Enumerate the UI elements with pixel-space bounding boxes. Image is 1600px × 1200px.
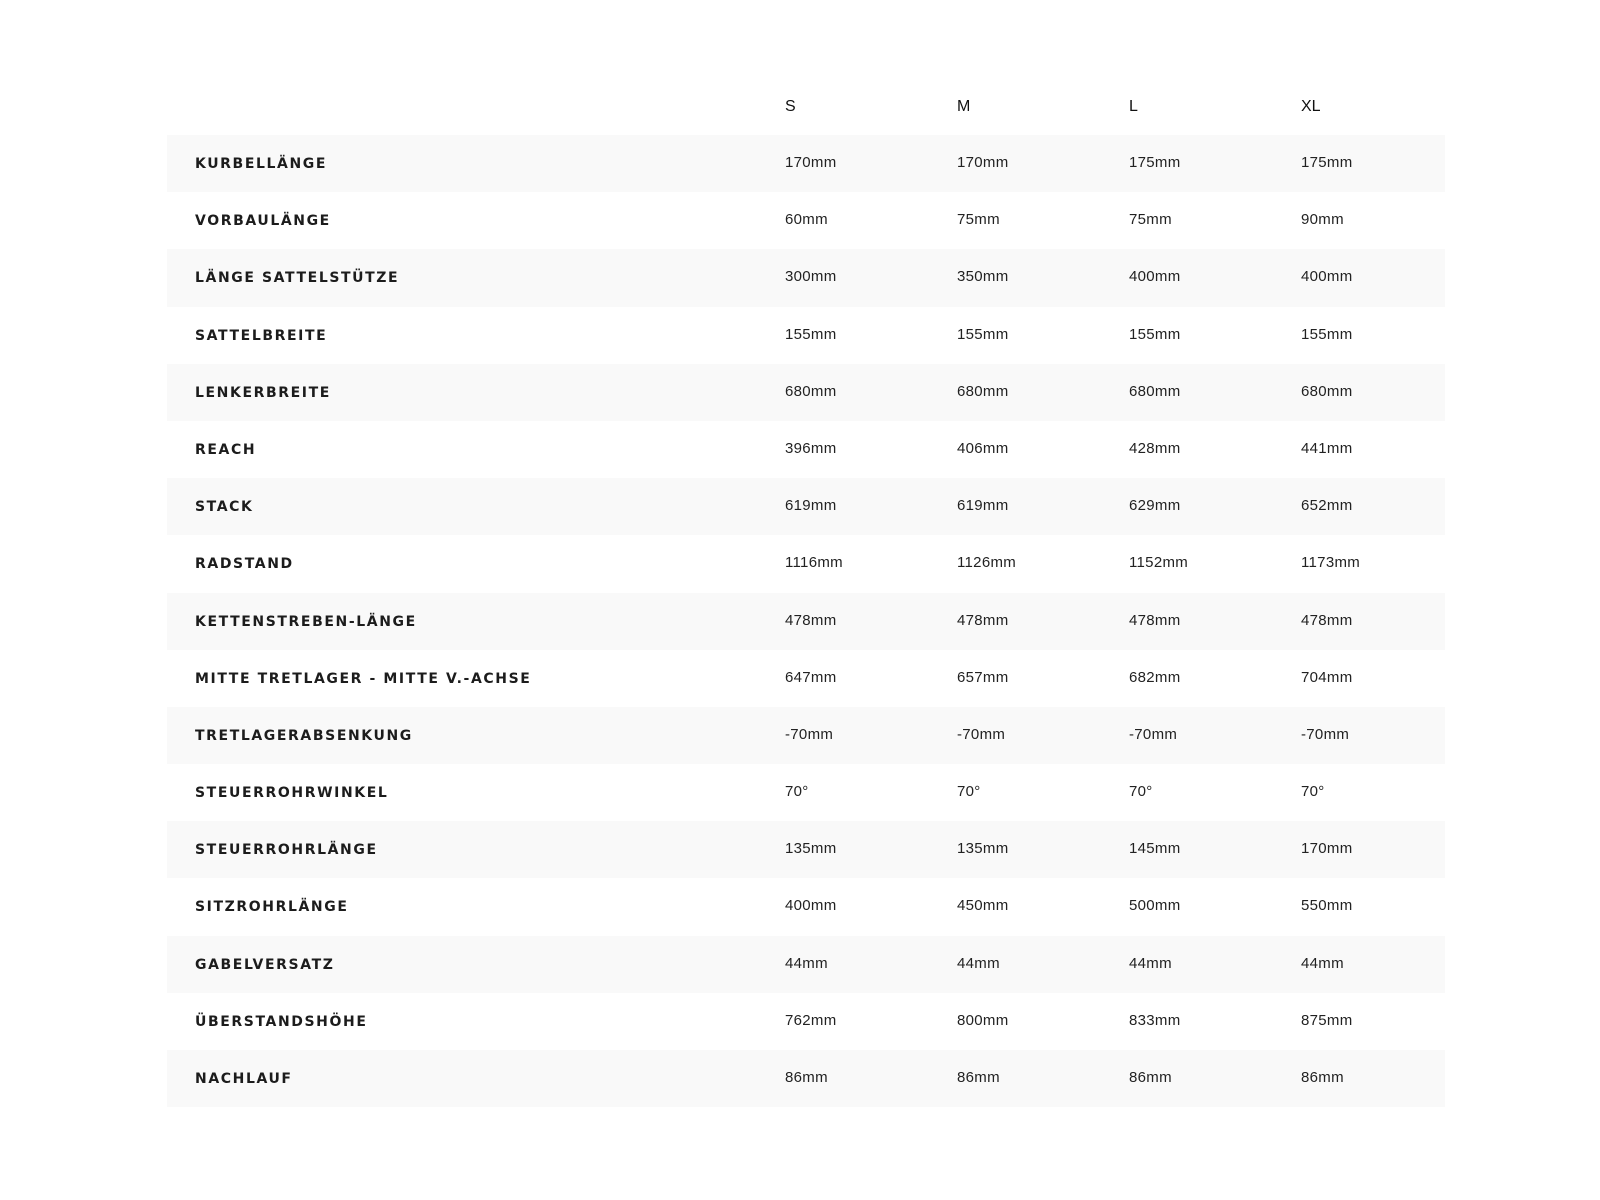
cell-value: 1126mm — [957, 554, 1017, 572]
table-row — [167, 650, 1445, 707]
cell-value: 441mm — [1301, 439, 1353, 457]
size-header-xl: XL — [1301, 98, 1321, 115]
cell-value: 170mm — [957, 154, 1009, 171]
cell-value: 682mm — [1129, 668, 1181, 686]
table-row — [167, 421, 1445, 478]
cell-value: 875mm — [1301, 1011, 1353, 1029]
row-label: RADSTAND — [195, 556, 294, 573]
cell-value: 86mm — [1129, 1069, 1172, 1086]
cell-value: 1173mm — [1301, 554, 1361, 572]
cell-value: -70mm — [785, 725, 834, 743]
cell-value: 155mm — [1129, 325, 1181, 343]
cell-value: 428mm — [1129, 439, 1181, 457]
cell-value: 762mm — [785, 1011, 837, 1029]
row-label: REACH — [195, 441, 257, 458]
cell-value: 704mm — [1301, 668, 1353, 686]
row-label: SATTELBREITE — [195, 327, 328, 344]
cell-value: 680mm — [957, 382, 1009, 400]
table-row — [167, 1050, 1445, 1107]
row-label: KETTENSTREBEN-LÄNGE — [195, 613, 417, 630]
cell-value: 396mm — [785, 439, 837, 457]
table-row — [167, 135, 1445, 192]
cell-value: 619mm — [785, 497, 837, 515]
cell-value: 70° — [785, 783, 809, 801]
cell-value: -70mm — [957, 725, 1006, 743]
row-label: LÄNGE SATTELSTÜTZE — [195, 270, 400, 287]
cell-value: 350mm — [957, 268, 1009, 286]
cell-value: 680mm — [1301, 382, 1353, 400]
table-body — [167, 135, 1445, 1107]
table-row — [167, 478, 1445, 535]
cell-value: 155mm — [785, 325, 837, 343]
geometry-table — [167, 80, 1445, 1107]
cell-value: 44mm — [1129, 954, 1172, 972]
cell-value: 300mm — [785, 268, 837, 286]
table-row — [167, 249, 1445, 306]
cell-value: 619mm — [957, 497, 1009, 515]
cell-value: 70° — [1301, 783, 1325, 801]
cell-value: 60mm — [785, 211, 828, 229]
cell-value: 400mm — [1129, 268, 1181, 286]
table-row — [167, 993, 1445, 1050]
cell-value: 86mm — [957, 1069, 1000, 1086]
cell-value: 44mm — [785, 954, 828, 972]
cell-value: 800mm — [957, 1011, 1009, 1029]
cell-value: 680mm — [1129, 382, 1181, 400]
cell-value: 155mm — [1301, 325, 1353, 343]
cell-value: 75mm — [957, 211, 1000, 229]
cell-value: 1152mm — [1129, 554, 1189, 572]
table-row — [167, 307, 1445, 364]
cell-value: -70mm — [1301, 725, 1350, 743]
row-label: STEUERROHRLÄNGE — [195, 842, 378, 859]
cell-value: 155mm — [957, 325, 1009, 343]
row-label: MITTE TRETLAGER - MITTE V.-ACHSE — [195, 670, 532, 687]
row-label: STEUERROHRWINKEL — [195, 785, 389, 802]
cell-value: 652mm — [1301, 497, 1353, 515]
cell-value: 175mm — [1129, 154, 1181, 171]
cell-value: 629mm — [1129, 497, 1181, 515]
cell-value: 145mm — [1129, 840, 1181, 858]
row-label: TRETLAGERABSENKUNG — [195, 727, 413, 744]
row-label: SITZROHRLÄNGE — [195, 899, 349, 916]
row-label: STACK — [195, 499, 254, 516]
row-label: LENKERBREITE — [195, 384, 331, 401]
table-row — [167, 878, 1445, 935]
size-header-m: M — [957, 98, 971, 115]
cell-value: 135mm — [785, 840, 837, 858]
cell-value: 478mm — [1301, 611, 1353, 629]
size-header-row — [167, 80, 1445, 135]
table-row — [167, 593, 1445, 650]
row-label: KURBELLÄNGE — [195, 156, 328, 172]
cell-value: 44mm — [957, 954, 1000, 972]
cell-value: 70° — [957, 783, 981, 801]
cell-value: 450mm — [957, 897, 1009, 915]
cell-value: 833mm — [1129, 1011, 1181, 1029]
cell-value: 400mm — [1301, 268, 1353, 286]
row-label: ÜBERSTANDSHÖHE — [195, 1013, 368, 1030]
table-row — [167, 764, 1445, 821]
cell-value: 478mm — [785, 611, 837, 629]
cell-value: 550mm — [1301, 897, 1353, 915]
cell-value: 1116mm — [785, 554, 843, 572]
cell-value: 647mm — [785, 668, 837, 686]
cell-value: 170mm — [785, 154, 837, 171]
size-header-l: L — [1129, 98, 1138, 115]
cell-value: 170mm — [1301, 840, 1353, 858]
table-row — [167, 192, 1445, 249]
table-row — [167, 707, 1445, 764]
size-header-s: S — [785, 98, 796, 115]
cell-value: -70mm — [1129, 725, 1178, 743]
cell-value: 86mm — [1301, 1069, 1344, 1086]
cell-value: 70° — [1129, 783, 1153, 801]
cell-value: 500mm — [1129, 897, 1181, 915]
row-label: NACHLAUF — [195, 1071, 293, 1087]
cell-value: 44mm — [1301, 954, 1344, 972]
row-label: VORBAULÄNGE — [195, 213, 331, 230]
cell-value: 400mm — [785, 897, 837, 915]
table-row — [167, 821, 1445, 878]
cell-value: 680mm — [785, 382, 837, 400]
cell-value: 657mm — [957, 668, 1009, 686]
table-row — [167, 936, 1445, 993]
cell-value: 478mm — [1129, 611, 1181, 629]
row-label: GABELVERSATZ — [195, 956, 335, 973]
cell-value: 478mm — [957, 611, 1009, 629]
cell-value: 175mm — [1301, 154, 1353, 171]
cell-value: 75mm — [1129, 211, 1172, 229]
cell-value: 86mm — [785, 1069, 828, 1086]
cell-value: 135mm — [957, 840, 1009, 858]
cell-value: 406mm — [957, 439, 1009, 457]
table-row — [167, 364, 1445, 421]
cell-value: 90mm — [1301, 211, 1344, 229]
table-row — [167, 535, 1445, 592]
